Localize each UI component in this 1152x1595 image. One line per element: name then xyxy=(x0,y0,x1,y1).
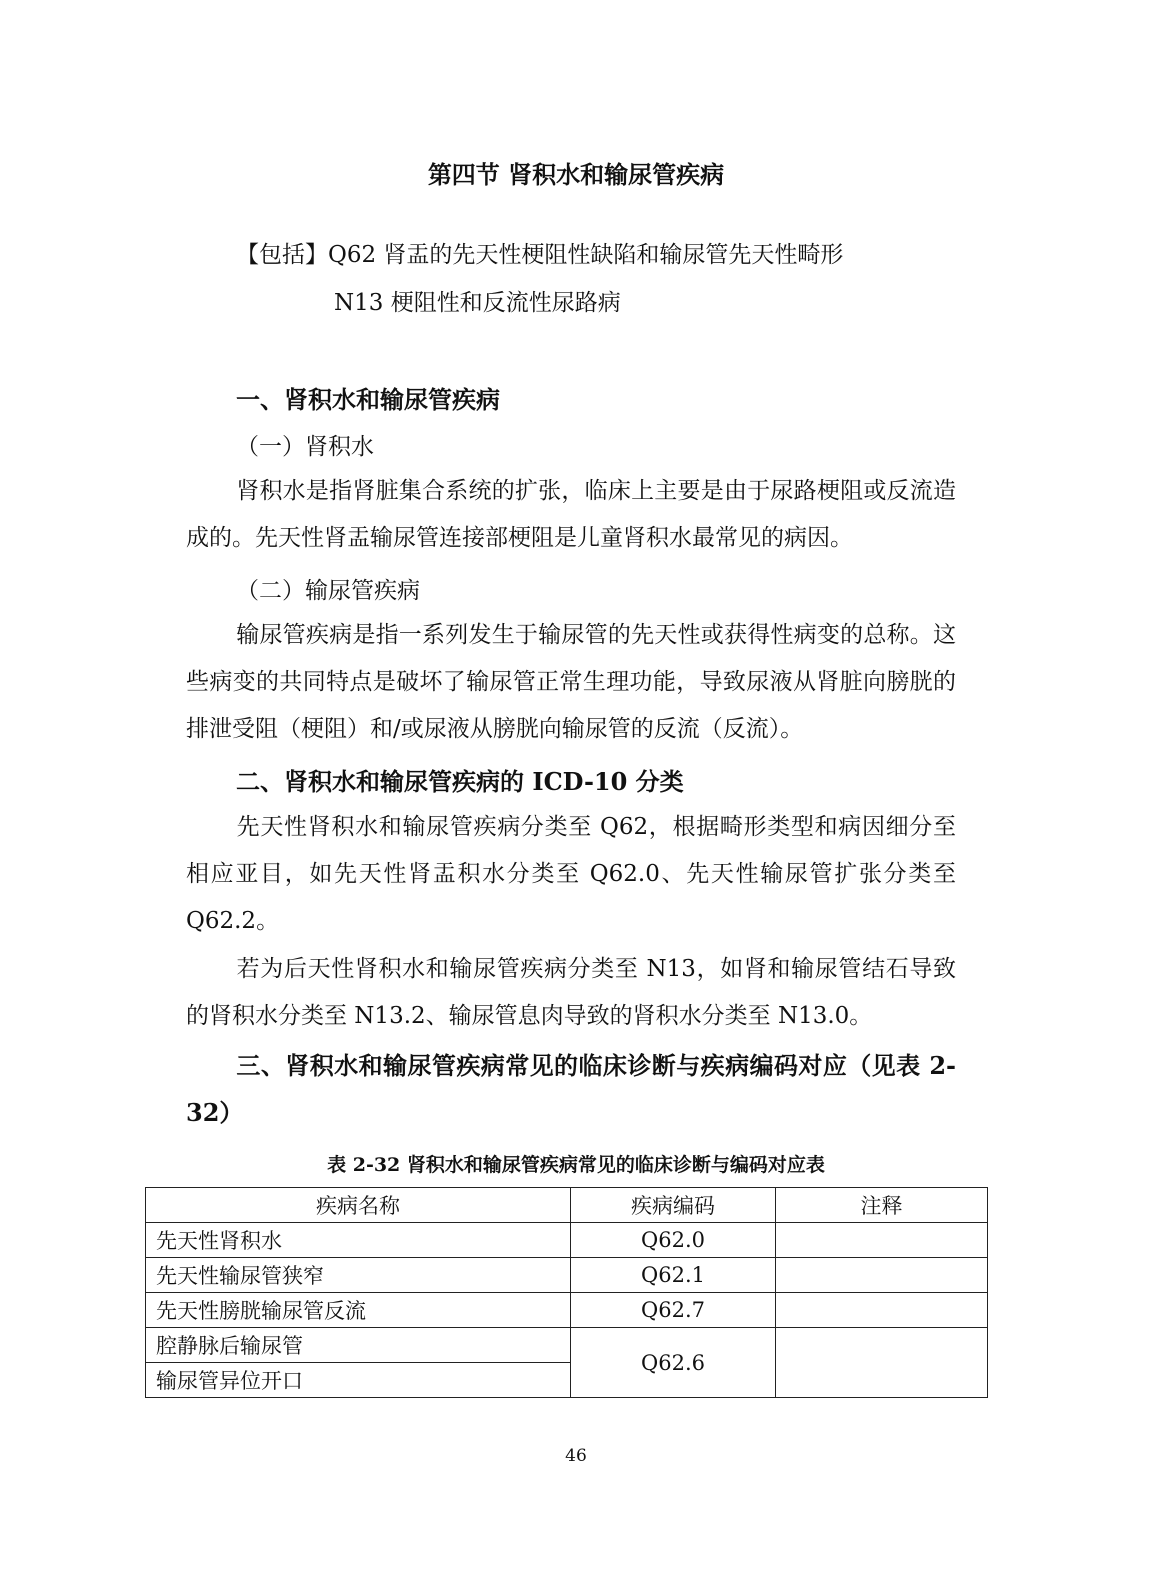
table-header-row xyxy=(146,1188,988,1223)
subheading-hydronephrosis: （一）肾积水 xyxy=(236,434,374,460)
disease-name-cell: 先天性肾积水 xyxy=(146,1223,571,1258)
note-cell xyxy=(776,1258,988,1293)
disease-code-cell: Q62.0 xyxy=(571,1223,776,1258)
header-disease-code: 疾病编码 xyxy=(571,1188,776,1223)
disease-name-cell: 腔静脉后输尿管 xyxy=(146,1328,571,1363)
table-row xyxy=(146,1293,988,1328)
note-cell xyxy=(776,1223,988,1258)
table-row xyxy=(146,1328,988,1363)
subheading-ureter-disease: （二）输尿管疾病 xyxy=(236,578,420,604)
header-disease-name: 疾病名称 xyxy=(146,1188,571,1223)
table-row xyxy=(146,1258,988,1293)
note-cell xyxy=(776,1293,988,1328)
heading-2: 二、肾积水和输尿管疾病的 ICD-10 分类 xyxy=(236,767,684,796)
paragraph-hydronephrosis: 肾积水是指肾脏集合系统的扩张，临床上主要是由于尿路梗阻或反流造成的。先天性肾盂输尿管连接部梗阻是儿童肾积水最常见的病因。 xyxy=(186,478,956,551)
includes-label: 【包括】 xyxy=(236,242,328,268)
includes-item-q62: Q62 肾盂的先天性梗阻性缺陷和输尿管先天性畸形 xyxy=(328,242,844,268)
section-title: 第四节 肾积水和输尿管疾病 xyxy=(427,160,725,189)
table-caption: 表 2-32 肾积水和输尿管疾病常见的临床诊断与编码对应表 xyxy=(327,1154,825,1176)
heading-3: 三、肾积水和输尿管疾病常见的临床诊断与疾病编码对应（见表 2-32） xyxy=(186,1051,956,1127)
disease-name-cell: 先天性输尿管狭窄 xyxy=(146,1258,571,1293)
header-note: 注释 xyxy=(776,1188,988,1223)
paragraph-acquired-classification: 若为后天性肾积水和输尿管疾病分类至 N13，如肾和输尿管结石导致的肾积水分类至 N13.2、输尿管息肉导致的肾积水分类至 N13.0。 xyxy=(186,956,956,1029)
paragraph-ureter-disease: 输尿管疾病是指一系列发生于输尿管的先天性或获得性病变的总称。这些病变的共同特点是破坏了输尿管正常生理功能，导致尿液从肾脏向膀胱的排泄受阻（梗阻）和/或尿液从膀胱向输尿管的反流（反流）。 xyxy=(186,622,956,742)
disease-name-cell: 输尿管异位开口 xyxy=(146,1363,571,1398)
disease-code-cell: Q62.7 xyxy=(571,1293,776,1328)
note-cell xyxy=(776,1328,988,1398)
paragraph-congenital-classification: 先天性肾积水和输尿管疾病分类至 Q62，根据畸形类型和病因细分至相应亚目，如先天性肾盂积水分类至 Q62.0、先天性输尿管扩张分类至 Q62.2。 xyxy=(186,814,956,934)
table-row xyxy=(146,1223,988,1258)
disease-code-cell: Q62.1 xyxy=(571,1258,776,1293)
diagnosis-code-table xyxy=(145,1187,988,1398)
heading-1: 一、肾积水和输尿管疾病 xyxy=(236,385,500,414)
page-number: 46 xyxy=(565,1446,587,1466)
disease-name-cell: 先天性膀胱输尿管反流 xyxy=(146,1293,571,1328)
disease-code-cell: Q62.6 xyxy=(571,1328,776,1398)
includes-line-1 xyxy=(236,236,843,269)
includes-item-n13: N13 梗阻性和反流性尿路病 xyxy=(334,290,621,316)
